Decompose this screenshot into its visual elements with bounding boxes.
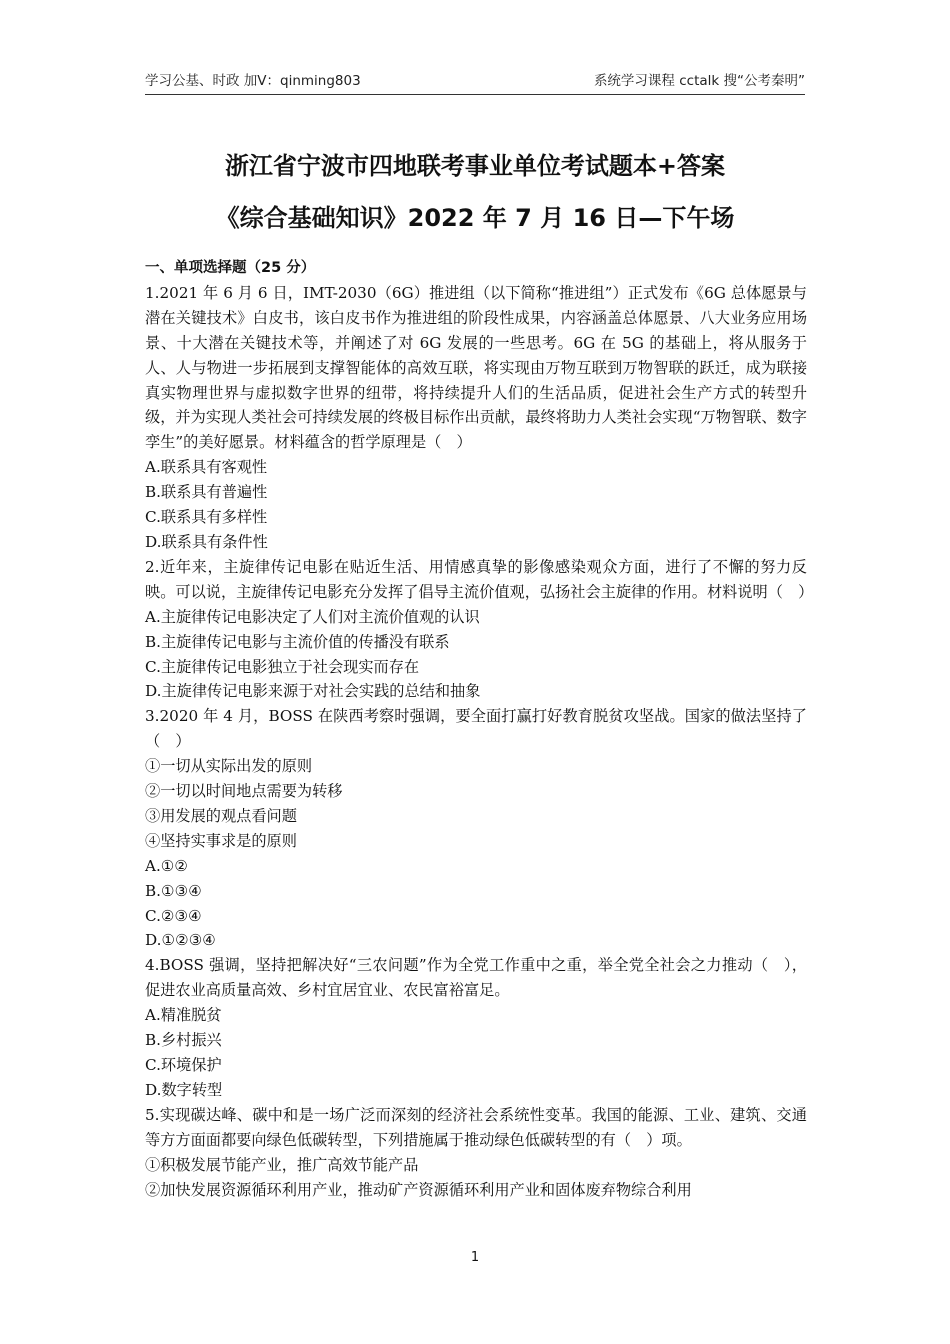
question-1 [145,281,807,555]
header-left-text: 学习公基、时政 加V：qinming803 [145,73,361,89]
question-2 [145,555,814,704]
option-c: C.环境保护 [145,1056,222,1074]
option-a: A.联系具有客观性 [145,458,268,477]
option-a: A.①② [145,856,189,875]
statement-1: ①积极发展节能产业，推广高效节能产品 [145,1155,419,1174]
option-c: C.主旋律传记电影独立于社会现实而存在 [145,657,420,676]
document-body [145,256,814,1202]
statement-3: ③用发展的观点看问题 [145,806,297,825]
option-b: B.乡村振兴 [145,1031,222,1050]
option-c: C.联系具有多样性 [145,508,268,527]
option-b: B.联系具有普遍性 [145,483,268,502]
option-a: A.主旋律传记电影决定了人们对主流价值观的认识 [145,607,480,626]
document-subtitle: 《综合基础知识》2022 年 7 月 16 日—下午场 [215,204,735,232]
statement-4: ④坚持实事求是的原则 [145,831,297,850]
question-stem: 4.BOSS 强调，坚持把解决好“三农问题”作为全党工作重中之重，举全党全社会之力推动（ ），促进农业高质量高效、乡村宜居宜业、农民富裕富足。 [145,956,807,1000]
question-4 [145,953,807,1102]
option-b: B.①③④ [145,881,202,900]
statement-2: ②加快发展资源循环利用产业，推动矿产资源循环利用产业和固体废弃物综合利用 [145,1180,692,1199]
question-stem: 1.2021 年 6 月 6 日，IMT-2030（6G）推进组（以下简称“推进组”）正式发布《6G 总体愿景与潜在关键技术》白皮书，该白皮书作为推进组的阶段性成果，内容涵盖总体愿景、八大业务应用场景、十大潜在关键技术等，并阐述了对 6G 发展的一些思考。6G 在 5G 的基础上，将从服务于人、人与物进一步拓展到支撑智能体的高效互联，将实现由万物互联到万物智联的跃迁，成为联接真实物理世界与虚拟数字世界的纽带，将持续提升人们的生活品质，促进社会生产方式的转型升级，并为实现人类社会可持续发展的终极目标作出贡献，最终将助力人类社会实现“万物智联、数字孪生”的美好愿景。材料蕴含的哲学原理是（ ） [145,283,807,452]
header-right-text: 系统学习课程 cctalk 搜“公考秦明” [593,73,805,89]
option-a: A.精准脱贫 [145,1006,222,1025]
option-c: C.②③④ [145,906,202,925]
document-title: 浙江省宁波市四地联考事业单位考试题本+答案 [224,152,726,180]
question-3 [145,704,807,953]
question-stem: 2.近年来，主旋律传记电影在贴近生活、用情感真挚的影像感染观众方面，进行了不懈的努力反映。可以说，主旋律传记电影充分发挥了倡导主流价值观，弘扬社会主旋律的作用。材料说明（ ） [145,557,814,601]
question-stem: 3.2020 年 4 月，BOSS 在陕西考察时强调，要全面打赢打好教育脱贫攻坚战。国家的做法坚持了（ ） [145,707,807,751]
option-d: D.数字转型 [145,1080,223,1099]
question-stem: 5.实现碳达峰、碳中和是一场广泛而深刻的经济社会系统性变革。我国的能源、工业、建筑、交通等方方面面都要向绿色低碳转型，下列措施属于推动绿色低碳转型的有（ ）项。 [145,1105,807,1149]
statement-1: ①一切从实际出发的原则 [145,757,313,776]
option-d: D.主旋律传记电影来源于对社会实践的总结和抽象 [145,682,481,701]
option-b: B.主旋律传记电影与主流价值的传播没有联系 [145,632,450,651]
statement-2: ②一切以时间地点需要为转移 [145,782,343,801]
page-header [145,66,805,95]
section-heading: 一、单项选择题（25 分） [145,260,316,276]
page-number: 1 [470,1250,480,1265]
option-d: D.①②③④ [145,931,216,950]
option-d: D.联系具有条件性 [145,532,268,551]
question-5 [145,1103,807,1203]
